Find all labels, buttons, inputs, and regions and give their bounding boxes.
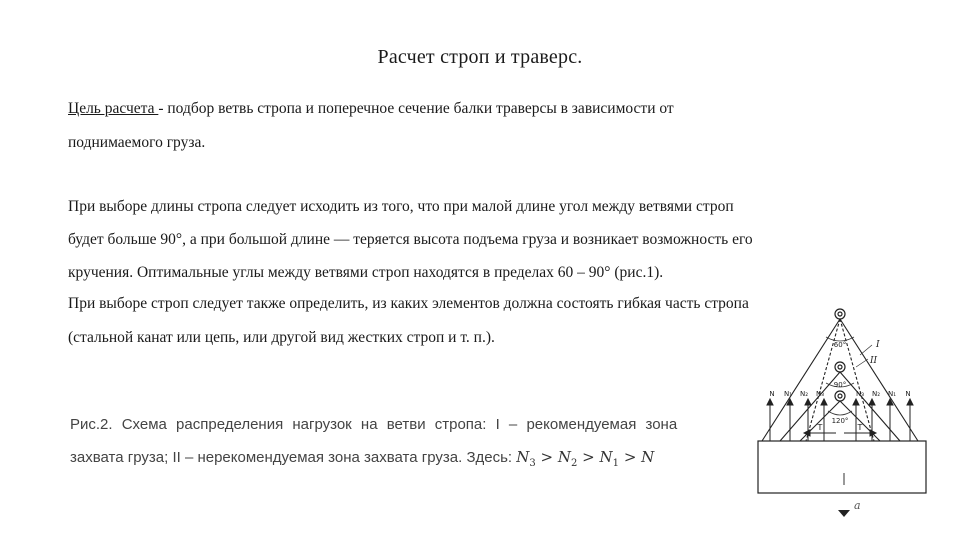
paragraph-goal-line-2: поднимаемого груза. [68,134,206,151]
force-label: N₃ [855,390,865,398]
hook-ring-top-icon [835,309,845,319]
tension-label-left: T [817,423,823,432]
figure-caption-line-2 [70,448,654,469]
angle-label-top: 60° [833,341,847,349]
caption-text: захвата груза; II – нерекомендуемая зона захвата груза. Здесь: [70,449,517,466]
zone-label-2: II [870,356,878,366]
paragraph-goal-line-1 [68,100,674,118]
tension-arrows [804,430,876,436]
force-label: N₂ [871,390,881,398]
dimension-arrow-icon [838,510,850,517]
angle-label-middle: 90° [833,381,847,389]
hook-ring-bottom-icon [835,391,845,401]
force-label: N₃ [815,390,825,398]
paragraph-length-line-5: (стальной канат или цепь, или другой вид жестких строп и т. п.). [68,329,495,346]
force-label: N₁ [887,390,897,398]
slide-title: Расчет строп и траверс. [377,46,583,68]
angle-label-bottom: 120° [831,417,849,425]
goal-label: Цель расчета [68,100,159,117]
load-box [758,441,926,493]
hook-ring-middle-icon [835,362,845,372]
tension-label-right: T [857,423,863,432]
load-formula: $N_3 > N_2 > N_1 > N$ [516,448,655,469]
force-label: N [769,390,775,398]
paragraph-length-line-4: При выборе строп следует также определить, из каких элементов должна состоять гибкая часть стропа [68,295,749,312]
sling-load-diagram [740,295,940,525]
goal-text: - подбор ветвь стропа и поперечное сечение балки траверсы в зависимости от [158,100,674,117]
force-label: N₁ [783,390,793,398]
paragraph-length-line-1: При выборе длины стропа следует исходить из того, что при малой длине угол между ветвями строп [68,198,734,215]
zone-label-1: I [876,340,880,350]
force-label: N₂ [799,390,809,398]
dimension-label-a: a [854,499,861,512]
force-label: N [905,390,911,398]
figure-caption-line-1: Рис.2. Схема распределения нагрузок на ветви стропа: I – рекомендуемая зона [70,416,678,433]
paragraph-length-line-3: кручения. Оптимальные углы между ветвями строп находятся в пределах 60 – 90° (рис.1). [68,264,664,281]
paragraph-length-line-2: будет больше 90°, а при большой длине — теряется высота подъема груза и возникает возможность его [68,231,753,248]
angle-arc-bottom [828,411,852,415]
